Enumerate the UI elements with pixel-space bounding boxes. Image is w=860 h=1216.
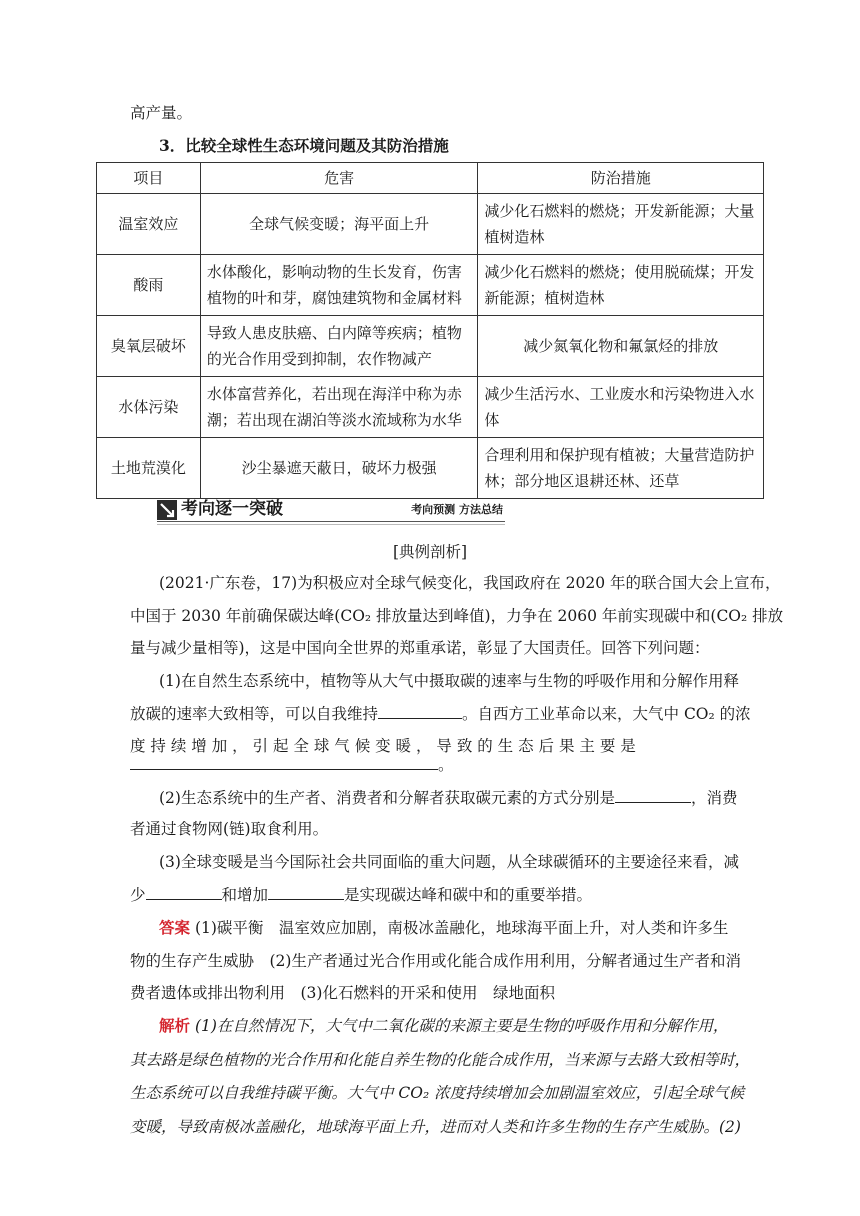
question-3-text-end: 是实现碳达峰和碳中和的重要举措。 <box>344 886 593 904</box>
question-intro-3: 量与减少量相等)，这是中国向全世界的郑重承诺，彰显了大国责任。回答下列问题： <box>130 639 710 657</box>
cell-measure: 合理利用和保护现有植被；大量营造防护林；部分地区退耕还林、还草 <box>478 438 764 499</box>
question-1-line-3: 度 持 续 增 加 ， 引 起 全 球 气 候 变 暖 ， 导 致 的 生 态 后 果 主 要 是 <box>130 737 636 755</box>
answer-blank-5 <box>268 884 344 900</box>
question-2-line-1 <box>159 787 737 808</box>
section-subtitle: 考向预测 方法总结 <box>411 503 503 516</box>
question-1-line-1: (1)在自然生态系统中，植物等从大气中摄取碳的速率与生物的呼吸作用和分解作用释 <box>159 672 739 690</box>
question-3-line-2 <box>130 884 592 905</box>
question-intro-2: 中国于 2030 年前确保碳达峰(CO₂ 排放量达到峰值)，力争在 2060 年前实现碳中和(CO₂ 排放 <box>130 607 784 625</box>
cell-measure: 减少氮氧化物和氟氯烃的排放 <box>478 316 764 377</box>
analysis-text-1: (1)在自然情况下，大气中二氧化碳的来源主要是生物的呼吸作用和分解作用， <box>190 1017 729 1035</box>
table-row <box>97 255 764 316</box>
section-marker-icon <box>157 500 177 520</box>
header-harm: 危害 <box>200 163 478 194</box>
table-row <box>97 377 764 438</box>
answer-line-2: 物的生存产生威胁 (2)生产者通过光合作用或化能合成作用利用，分解者通过生产者和消 <box>130 952 741 970</box>
table-header-row <box>97 163 764 194</box>
question-3-text: 少 <box>130 886 146 904</box>
section-rule <box>157 521 505 522</box>
table-row <box>97 438 764 499</box>
cell-item: 土地荒漠化 <box>97 438 201 499</box>
cell-measure: 减少化石燃料的燃烧；开发新能源；大量植树造林 <box>478 194 764 255</box>
cell-harm: 水体富营养化，若出现在海洋中称为赤潮；若出现在湖泊等淡水流域称为水华 <box>200 377 478 438</box>
answer-label: 答案 <box>159 918 191 937</box>
question-3-text-mid: 和增加 <box>221 886 269 904</box>
cell-item: 水体污染 <box>97 377 201 438</box>
cell-item: 温室效应 <box>97 194 201 255</box>
question-1-text-cont: 。自西方工业革命以来，大气中 CO₂ 的浓 <box>462 705 751 723</box>
answer-text-1: (1)碳平衡 温室效应加剧，南极冰盖融化，地球海平面上升，对人类和许多生 <box>190 919 729 937</box>
cell-item: 臭氧层破坏 <box>97 316 201 377</box>
answer-blank-4 <box>146 884 222 900</box>
answer-blank-2 <box>130 754 438 770</box>
table-heading: 3．比较全球性生态环境问题及其防治措施 <box>159 136 449 155</box>
cell-harm: 水体酸化，影响动物的生长发育，伤害植物的叶和芽，腐蚀建筑物和金属材料 <box>200 255 478 316</box>
question-2-text-cont: ，消费 <box>690 789 738 807</box>
cell-harm: 沙尘暴遮天蔽日，破坏力极强 <box>200 438 478 499</box>
header-item: 项目 <box>97 163 201 194</box>
cell-measure: 减少生活污水、工业废水和污染物进入水体 <box>478 377 764 438</box>
question-2-line-2: 者通过食物网(链)取食利用。 <box>130 820 329 838</box>
question-1-end: 。 <box>438 756 454 774</box>
answer-line-1 <box>159 918 728 938</box>
cell-measure: 减少化石燃料的燃烧；使用脱硫煤；开发新能源；植树造林 <box>478 255 764 316</box>
table-row <box>97 316 764 377</box>
example-label: [典例剖析] <box>392 543 468 561</box>
cell-item: 酸雨 <box>97 255 201 316</box>
question-1-line-4 <box>130 754 454 775</box>
question-1-text: 放碳的速率大致相等，可以自我维持 <box>130 705 379 723</box>
analysis-line-2: 其去路是绿色植物的光合作用和化能自养生物的化能合成作用，当来源与去路大致相等时， <box>130 1051 751 1069</box>
question-2-text: (2)生态系统中的生产者、消费者和分解者获取碳元素的方式分别是 <box>159 789 615 807</box>
intro-line: 高产量。 <box>130 104 193 122</box>
question-1-line-2 <box>130 703 751 724</box>
section-rule-light <box>157 524 505 525</box>
header-measure: 防治措施 <box>478 163 764 194</box>
analysis-line-3: 生态系统可以自我维持碳平衡。大气中 CO₂ 浓度持续增加会加剧温室效应，引起全球气候 <box>130 1084 745 1102</box>
table-row <box>97 194 764 255</box>
analysis-label: 解析 <box>159 1016 191 1035</box>
section-banner <box>157 498 505 522</box>
cell-harm: 全球气候变暖；海平面上升 <box>200 194 478 255</box>
cell-harm: 导致人患皮肤癌、白内障等疾病；植物的光合作用受到抑制，农作物减产 <box>200 316 478 377</box>
question-intro-1: (2021·广东卷，17)为积极应对全球气候变化，我国政府在 2020 年的联合国大会上宣布， <box>159 574 781 592</box>
analysis-line-4: 变暖，导致南极冰盖融化，地球海平面上升，进而对人类和许多生物的生存产生威胁。(2) <box>130 1118 741 1136</box>
section-title: 考向逐一突破 <box>181 499 283 519</box>
analysis-line-1 <box>159 1016 728 1036</box>
answer-blank-3 <box>615 787 691 803</box>
comparison-table <box>96 162 764 499</box>
answer-blank-1 <box>378 703 462 719</box>
question-3-line-1: (3)全球变暖是当今国际社会共同面临的重大问题，从全球碳循环的主要途径来看，减 <box>159 853 739 871</box>
answer-line-3: 费者遗体或排出物利用 (3)化石燃料的开采和使用 绿地面积 <box>130 984 555 1002</box>
